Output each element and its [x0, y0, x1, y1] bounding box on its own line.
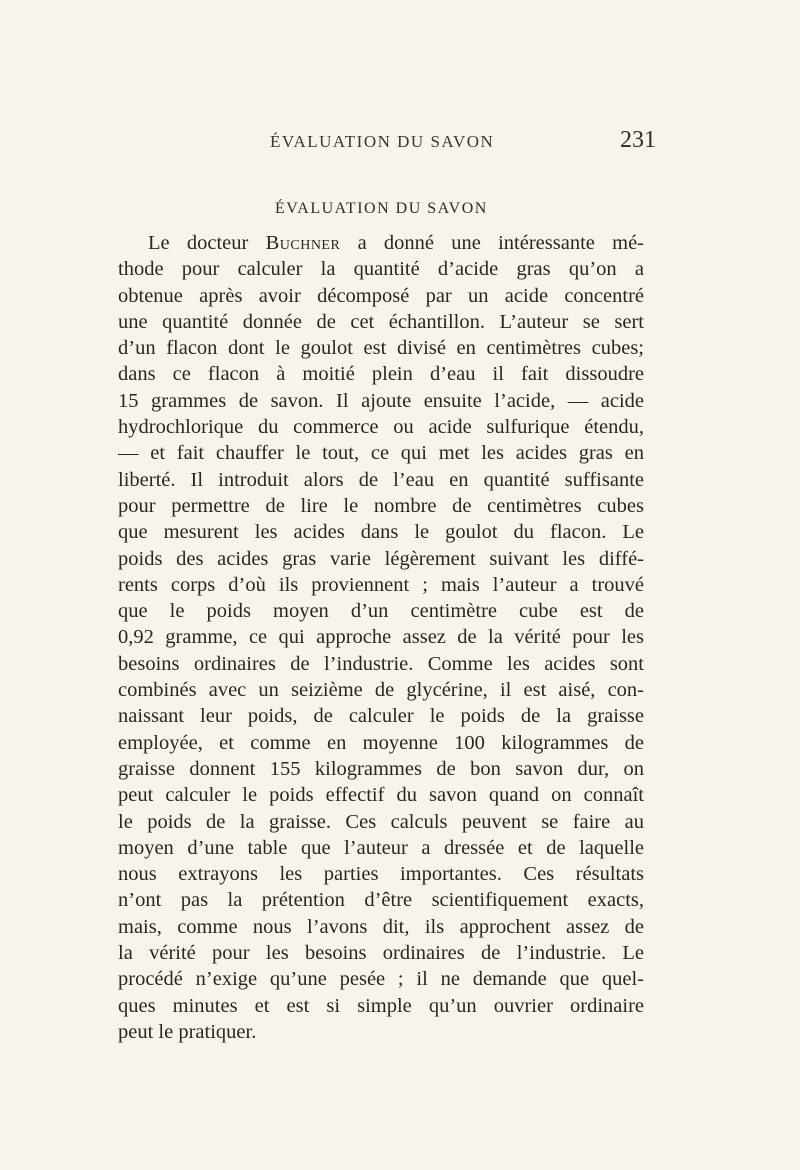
section-heading: ÉVALUATION DU SAVON [275, 200, 488, 217]
text-line: mais, comme nous l’avons dit, ils approchent assez de [118, 915, 644, 938]
text-line: peut le pratiquer. [118, 1020, 257, 1043]
author-name: Buchner [265, 232, 341, 254]
text-line: combinés avec un seizième de glycérine, il est aisé, con- [118, 679, 644, 702]
text-line: naissant leur poids, de calculer le poids de la graisse [118, 705, 644, 728]
text-line: procédé n’exige qu’une pesée ; il ne demande que quel- [118, 968, 644, 991]
text-line: Le docteur Buchner a donné une intéressante mé- [148, 232, 644, 254]
text-line: obtenue après avoir décomposé par un acide concentré [118, 284, 644, 307]
text-line: le poids de la graisse. Ces calculs peuvent se faire au [118, 810, 644, 833]
text-line: ques minutes et est si simple qu’un ouvrier ordinaire [118, 994, 644, 1017]
text-line: une quantité donnée de cet échantillon. L’auteur se sert [118, 310, 644, 333]
text-line: n’ont pas la prétention d’être scientifiquement exacts, [118, 889, 644, 912]
text-line: hydrochlorique du commerce ou acide sulfurique étendu, [118, 416, 644, 439]
running-head [0, 127, 800, 157]
text-line: dans ce flacon à moitié plein d’eau il fait dissoudre [118, 363, 644, 386]
text-line: 0,92 gramme, ce qui approche assez de la vérité pour les [118, 626, 644, 649]
body-text [118, 230, 644, 1045]
text-line: besoins ordinaires de l’industrie. Comme les acides sont [118, 652, 644, 675]
text-line: pour permettre de lire le nombre de centimètres cubes [118, 494, 644, 517]
text-line: poids des acides gras varie légèrement suivant les diffé- [118, 547, 644, 570]
running-title: ÉVALUATION DU SAVON [270, 132, 495, 151]
text-line: nous extrayons les parties importantes. Ces résultats [118, 863, 644, 886]
text-line: — et fait chauffer le tout, ce qui met les acides gras en [118, 442, 644, 465]
text-line: employée, et comme en moyenne 100 kilogrammes de [118, 731, 644, 754]
text-line: que le poids moyen d’un centimètre cube est de [118, 600, 644, 623]
text-line: la vérité pour les besoins ordinaires de l’industrie. Le [118, 942, 644, 965]
text-line: moyen d’une table que l’auteur a dressée et de laquelle [118, 836, 644, 859]
text-line: 15 grammes de savon. Il ajoute ensuite l’acide, — acide [118, 389, 644, 412]
text-line: thode pour calculer la quantité d’acide gras qu’on a [118, 258, 644, 281]
text-line: graisse donnent 155 kilogrammes de bon savon dur, on [118, 757, 644, 780]
text-line: d’un flacon dont le goulot est divisé en centimètres cubes; [118, 337, 644, 360]
text-line: que mesurent les acides dans le goulot du flacon. Le [118, 521, 644, 544]
text-line: liberté. Il introduit alors de l’eau en quantité suffisante [118, 468, 644, 491]
text-line: peut calculer le poids effectif du savon quand on connaît [118, 784, 644, 807]
text-line: rents corps d’où ils proviennent ; mais l’auteur a trouvé [118, 573, 644, 596]
page-number: 231 [620, 127, 656, 153]
